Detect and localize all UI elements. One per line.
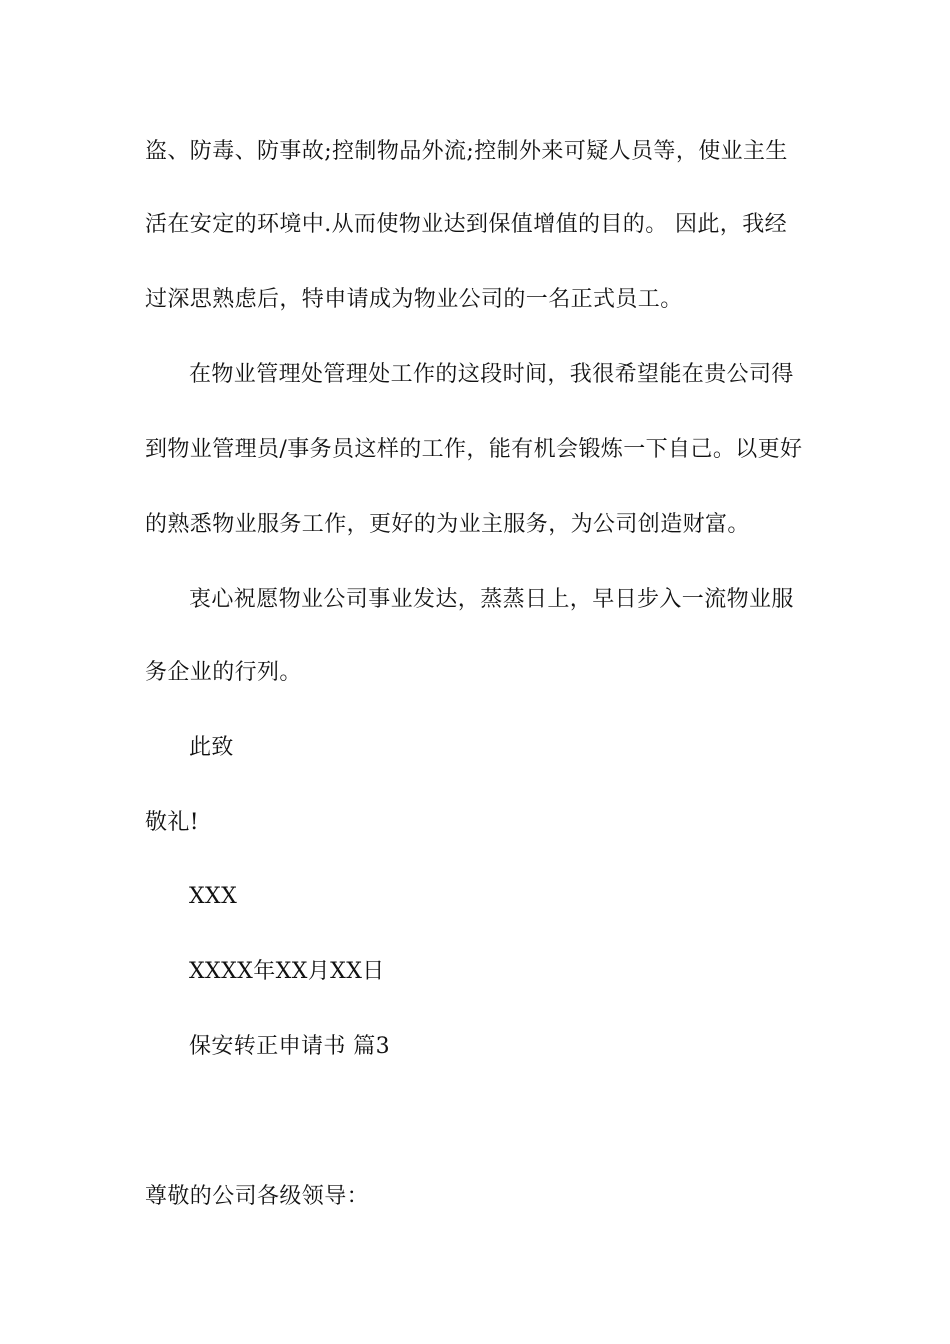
signature-name: XXX [189, 884, 238, 909]
paragraph-line: 衷心祝愿物业公司事业发达，蒸蒸日上，早日步入一流物业服 [189, 587, 794, 612]
paragraph-line: 活在安定的环境中.从而使物业达到保值增值的目的。 因此，我经 [145, 212, 787, 237]
paragraph-line: 盗、防毒、防事故;控制物品外流;控制外来可疑人员等，使业主生 [145, 139, 788, 164]
paragraph-line: 过深思熟虑后，特申请成为物业公司的一名正式员工。 [145, 287, 683, 312]
section-heading: 保安转正申请书 篇3 [189, 1034, 390, 1059]
paragraph-line: 务企业的行列。 [145, 660, 302, 685]
paragraph-line: 到物业管理员/事务员这样的工作，能有机会锻炼一下自己。以更好 [145, 437, 803, 462]
greeting-line: 尊敬的公司各级领导： [145, 1184, 370, 1209]
paragraph-line: 在物业管理处管理处工作的这段时间，我很希望能在贵公司得 [189, 362, 794, 387]
paragraph-line: 的熟悉物业服务工作，更好的为业主服务，为公司创造财富。 [145, 512, 750, 537]
signature-date: XXXX年XX月XX日 [189, 959, 385, 984]
closing-salutation: 此致 [189, 735, 234, 760]
closing-regards: 敬礼! [145, 810, 200, 835]
